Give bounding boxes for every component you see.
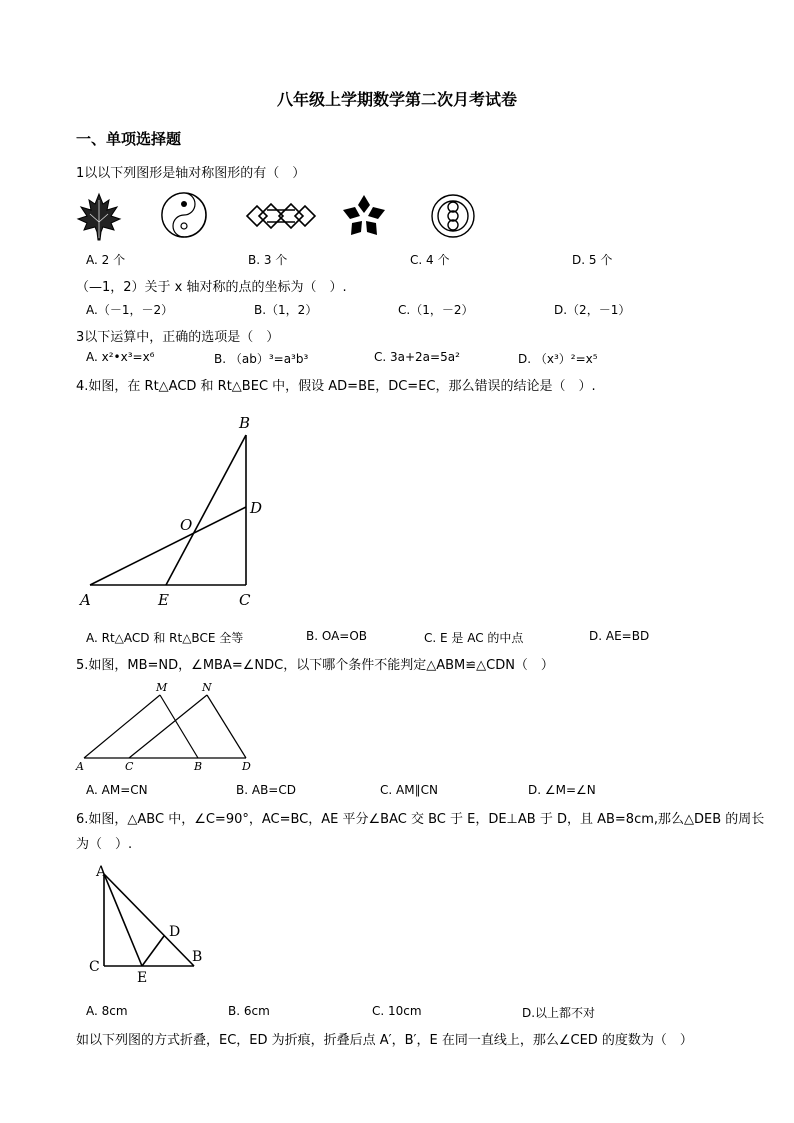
knot-pattern-icon bbox=[245, 198, 317, 234]
segment-ed bbox=[142, 936, 164, 966]
pentagon-star-icon bbox=[340, 193, 388, 239]
question-2-stem: （—1，2）关于 x 轴对称的点的坐标为（ ）. bbox=[76, 280, 347, 295]
label-m: M bbox=[156, 681, 168, 694]
q4-option-d[interactable]: D. AE=BD bbox=[589, 629, 650, 643]
q4-option-c[interactable]: C. E 是 AC 的中点 bbox=[424, 631, 524, 645]
q1-option-a[interactable]: A. 2 个 bbox=[86, 253, 126, 267]
segment-ae bbox=[104, 874, 142, 966]
label-a: A bbox=[76, 760, 84, 773]
q5-option-a[interactable]: A. AM=CN bbox=[86, 783, 148, 797]
q4-triangle-figure bbox=[76, 410, 276, 610]
label-d: D bbox=[242, 760, 251, 773]
label-a: A bbox=[96, 864, 107, 880]
q1-option-b[interactable]: B. 3 个 bbox=[248, 253, 288, 267]
q6-option-d[interactable]: D.以上都不对 bbox=[522, 1006, 596, 1020]
label-n: N bbox=[202, 681, 212, 694]
q1-option-d[interactable]: D. 5 个 bbox=[572, 253, 613, 267]
q1-option-c[interactable]: C. 4 个 bbox=[410, 253, 450, 267]
q5-option-c[interactable]: C. AM∥CN bbox=[380, 783, 438, 797]
q3-option-a[interactable]: A. x²•x³=x⁶ bbox=[86, 350, 155, 364]
q6-option-b[interactable]: B. 6cm bbox=[228, 1004, 270, 1018]
segment-cn bbox=[129, 695, 207, 758]
label-c: C bbox=[125, 760, 134, 773]
label-a: A bbox=[80, 591, 91, 609]
yin-yang-icon bbox=[160, 191, 208, 239]
label-d: D bbox=[250, 499, 263, 517]
question-1-stem: 1以以下列图形是轴对称图形的有（ ） bbox=[76, 166, 306, 181]
q6-triangle-figure bbox=[76, 860, 216, 990]
q2-option-b[interactable]: B.（1，2） bbox=[254, 303, 318, 317]
segment-am bbox=[84, 695, 160, 758]
question-6-stem-line1: 6.如图，△ABC 中，∠C=90°，AC=BC，AE 平分∠BAC 交 BC 于 E，DE⊥AB 于 D，且 AB=8cm,那么△DEB 的周长 bbox=[76, 812, 765, 827]
label-b: B bbox=[192, 949, 203, 965]
question-3-stem: 3以下运算中，正确的选项是（ ） bbox=[76, 330, 280, 345]
label-o: O bbox=[180, 516, 193, 534]
q3-option-d[interactable]: D. （x³）²=x⁵ bbox=[518, 352, 598, 366]
label-c: C bbox=[239, 591, 251, 609]
question-4-stem: 4.如图，在 Rt△ACD 和 Rt△BEC 中，假设 AD=BE，DC=EC，那么错误的结论是（ ）. bbox=[76, 379, 596, 394]
label-b: B bbox=[194, 760, 203, 773]
maple-leaf-icon bbox=[76, 192, 122, 242]
segment-mb bbox=[160, 695, 198, 758]
section-heading: 一、单项选择题 bbox=[76, 130, 182, 148]
q5-triangle-figure bbox=[76, 680, 266, 775]
page-title: 八年级上学期数学第二次月考试卷 bbox=[276, 90, 517, 109]
nested-circles-icon bbox=[430, 193, 476, 239]
q2-option-a[interactable]: A.（－1，－2） bbox=[86, 303, 174, 317]
q2-option-c[interactable]: C.（1，－2） bbox=[398, 303, 474, 317]
label-e: E bbox=[137, 970, 148, 986]
q3-option-b[interactable]: B. （ab）³=a³b³ bbox=[214, 352, 309, 366]
q3-option-c[interactable]: C. 3a+2a=5a² bbox=[374, 350, 460, 364]
label-b: B bbox=[239, 414, 251, 432]
q5-option-b[interactable]: B. AB=CD bbox=[236, 783, 296, 797]
q4-option-a[interactable]: A. Rt△ACD 和 Rt△BCE 全等 bbox=[86, 631, 244, 645]
q5-option-d[interactable]: D. ∠M=∠N bbox=[528, 783, 596, 797]
segment-ad bbox=[90, 507, 246, 585]
segment-nd bbox=[207, 695, 246, 758]
segment-ab bbox=[104, 874, 194, 966]
label-d: D bbox=[169, 924, 181, 940]
label-c: C bbox=[89, 959, 100, 975]
label-e: E bbox=[158, 591, 169, 609]
q2-option-d[interactable]: D.（2，－1） bbox=[554, 303, 631, 317]
question-6-stem-line2: 为（ ）. bbox=[76, 837, 133, 852]
q4-option-b[interactable]: B. OA=OB bbox=[306, 629, 368, 643]
q6-option-c[interactable]: C. 10cm bbox=[372, 1004, 422, 1018]
question-5-stem: 5.如图，MB=ND，∠MBA=∠NDC，以下哪个条件不能判定△ABM≌△CDN（ ） bbox=[76, 658, 554, 673]
segment-eb bbox=[166, 435, 246, 585]
q6-option-a[interactable]: A. 8cm bbox=[86, 1004, 128, 1018]
question-7-stem: 如以下列图的方式折叠，EC，ED 为折痕，折叠后点 A′，B′，E 在同一直线上，那么∠CED 的度数为（ ） bbox=[76, 1033, 693, 1048]
